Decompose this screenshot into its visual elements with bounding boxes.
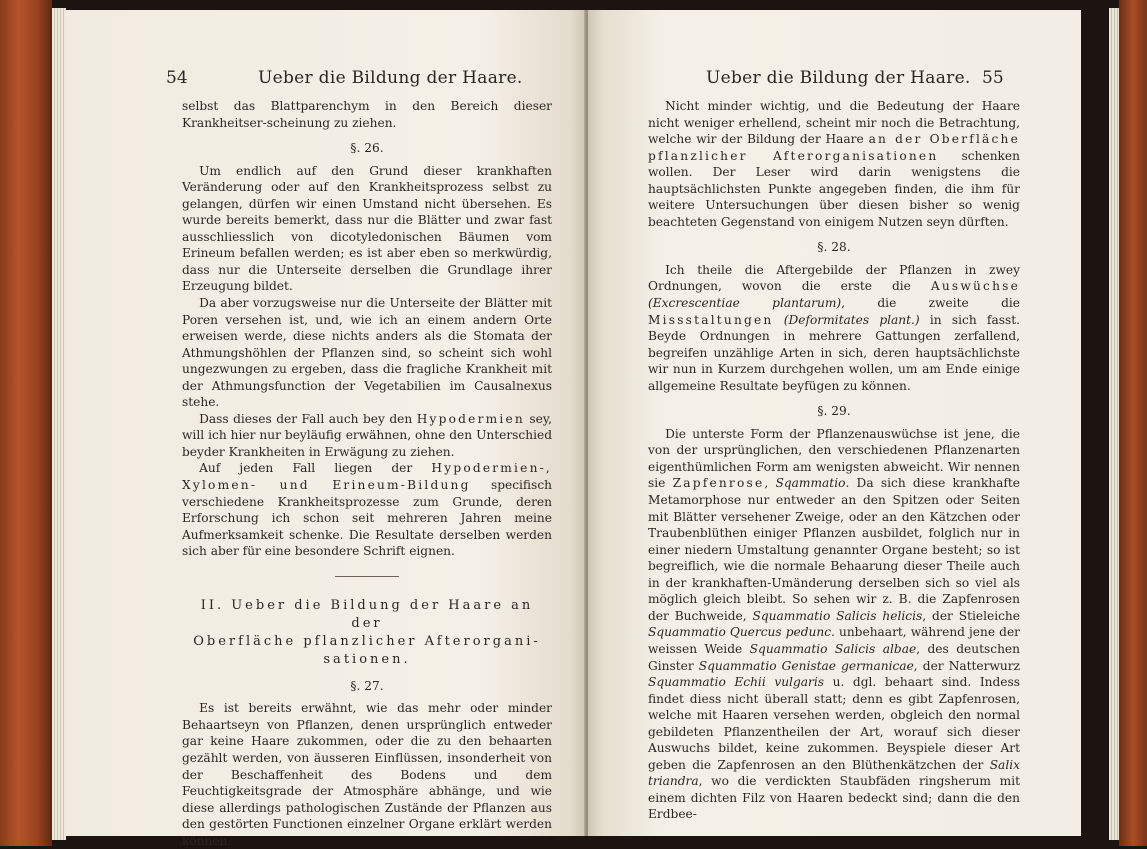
paragraph: Auf jeden Fall liegen der Hypodermien-, Xylomen- und Erineum-Bildung specifisch verschiedene Krankheitsprozesse zum Grunde, deren Erforschung ich schon seit mehreren Jahren meine Aufmerksamkeit schenke. Die Resultate derselben werden sich aber für eine besondere Schrift eignen. xyxy=(182,461,553,559)
paragraph: Da aber vorzugsweise nur die Unterseite der Blätter mit Poren versehen ist, und, wie ich an einem andern Orte erweisen werde, diese nichts anders als die Stomata der Athmungshöhlen der Pflanzen sind, so scheint sich wohl ungezwungen zu ergeben, dass die fragliche Krankheit mit der Athmungsfunction der Vegetabilien im Causalnexus stehe. xyxy=(182,296,552,410)
paragraph: Die unterste Form der Pflanzenauswüchse ist jene, die von der ursprünglichen, den verschiedenen Pflanzenarten eigenthümlichen Form am wenigsten abweicht. Wir nennen sie Zapfenrose, Sqammatio. Da sich diese krankhafte Metamorphose nur entweder an den Spitzen oder Seiten mit Blätter versehener Zweige, oder an den Kätzchen oder Traubenblüthen einiger Pflanzen ausbildet, folglich nur in einer niedern Umstaltung genannter Organe besteht; so ist begreiflich, wie die normale Behaarung dieser Theile auch in der krankhaften-Umänderung derselben sich so viel als möglich gleich bleibt. So sehen wir z. B. die Zapfenrosen der Buchweide, Squammatio Salicis helicis, der Stieleiche Squammatio Quercus pedunc. unbehaart, während jene der weissen Weide Squammatio Salicis albae, des deutschen Ginster Squammatio Genistae germanicae, der Natterwurz Squammatio Echii vulgaris u. dgl. behaart sind. Indess findet diess nicht überall statt; denn es gibt Zapfenrosen, welche mit Haaren versehen werden, obgleich den normal gebildeten Pflanzentheilen der Art, worauf sich dieser Auswuchs bildet, keine zukommen. Beyspiele dieser Art geben die Zapfenrosen an den Blüthenkätzchen der Salix triandra, wo die verdickten Staubfäden ringsherum mit einem dichten Filz von Haaren bedeckt sind; dann die den Erdbee- xyxy=(648,426,1021,822)
text-column xyxy=(648,98,1020,823)
page-edges-left xyxy=(52,8,66,840)
spaced-term: Auswüchse xyxy=(930,279,1020,294)
page-number: 55 xyxy=(982,68,1004,88)
section-heading: §. 27. xyxy=(350,678,384,693)
page-number: 54 xyxy=(166,68,188,88)
section-heading: §. 29. xyxy=(817,404,851,419)
spaced-term: an der Oberfläche pflanzlicher Afterorganisationen xyxy=(648,132,1021,163)
running-header: Ueber die Bildung der Haare. xyxy=(706,68,971,88)
paragraph: Es ist bereits erwähnt, wie das mehr oder minder Behaartseyn von Pflanzen, denen ursprünglich entweder gar keine Haare zukommen, oder die zu den behaarten gezählt werden, von äusseren Einflüssen, insonderheit von der Beschaffenheit des Bodens und dem Feuchtigkeitsgrade der Atmosphäre abhänge, und wie diese allerdings pathologischen Zustände der Pflanzen aus den gestörten Functionen einzelner Organe erklärt werden können. xyxy=(182,701,552,848)
left-page xyxy=(66,10,586,848)
spaced-term: Zapfenrose xyxy=(672,476,765,491)
paragraph: Um endlich auf den Grund dieser krankhaften Veränderung oder auf den Krankheitsprozess selbst zu gelangen, dürfen wir einen Umstand nicht übersehen. Es wurde bereits bemerkt, dass nur die Blätter und zwar fast ausschliesslich von dicotyledonischen Bäumen vom Erineum befallen werden; es ist aber eben so merkwürdig, dass nur die Unterseite derselben die Grundlage ihrer Erzeugung bildet. xyxy=(182,163,552,294)
paragraph: selbst das Blattparenchym in den Bereich dieser Krankheitser-scheinung zu ziehen. xyxy=(182,99,552,130)
section-heading: §. 26. xyxy=(350,141,384,156)
paragraph: Nicht minder wichtig, und die Bedeutung der Haare nicht weniger erhellend, scheint mir noch die Betrachtung, welche wir der Bildung der Haare an der Oberfläche pflanzlicher Afterorganisationen schenken wollen. Der Leser wird darin wenigstens die hauptsächlichsten Punkte angegeben finden, die ihm für weitere Untersuchungen über diesen bisher so wenig beachteten Gegenstand von einigem Nutzen seyn dürften. xyxy=(648,99,1021,229)
right-page xyxy=(588,10,1081,836)
text-column xyxy=(182,98,552,849)
paragraph: Ich theile die Aftergebilde der Pflanzen in zwey Ordnungen, wovon die erste die Auswüchse (Excrescentiae plantarum), die zweite die Missstaltungen (Deformitates plant.) in sich fasst. Beyde Ordnungen in mehrere Gattungen zerfallend, begreifen unzählige Arten in sich, deren hauptsächlichste wir nun in Kurzem durchgehen wollen, um am Ende einige allgemeine Resultate beyfügen zu können. xyxy=(648,262,1020,393)
spaced-term: Missstaltungen xyxy=(648,312,774,327)
spaced-term: Hypodermien-, Xylomen- und Erineum-Bildung xyxy=(182,461,553,493)
chapter-title: II. Ueber die Bildung der Haare an der Oberfläche pflanzlicher Afterorgani- sationen. xyxy=(193,597,541,667)
book-binding-right xyxy=(1119,0,1147,846)
paragraph: Dass dieses der Fall auch bey den Hypodermien sey, will ich hier nur beyläufig erwähnen, ohne den Unterschied beyder Krankheiten in Erwägung zu ziehen. xyxy=(182,411,553,459)
page-edges-right xyxy=(1109,8,1119,840)
running-header: Ueber die Bildung der Haare. xyxy=(258,68,523,88)
section-heading: §. 28. xyxy=(817,240,851,255)
spaced-term: Hypodermien xyxy=(416,411,525,426)
divider-rule xyxy=(335,576,399,577)
book-binding-left xyxy=(0,0,52,846)
